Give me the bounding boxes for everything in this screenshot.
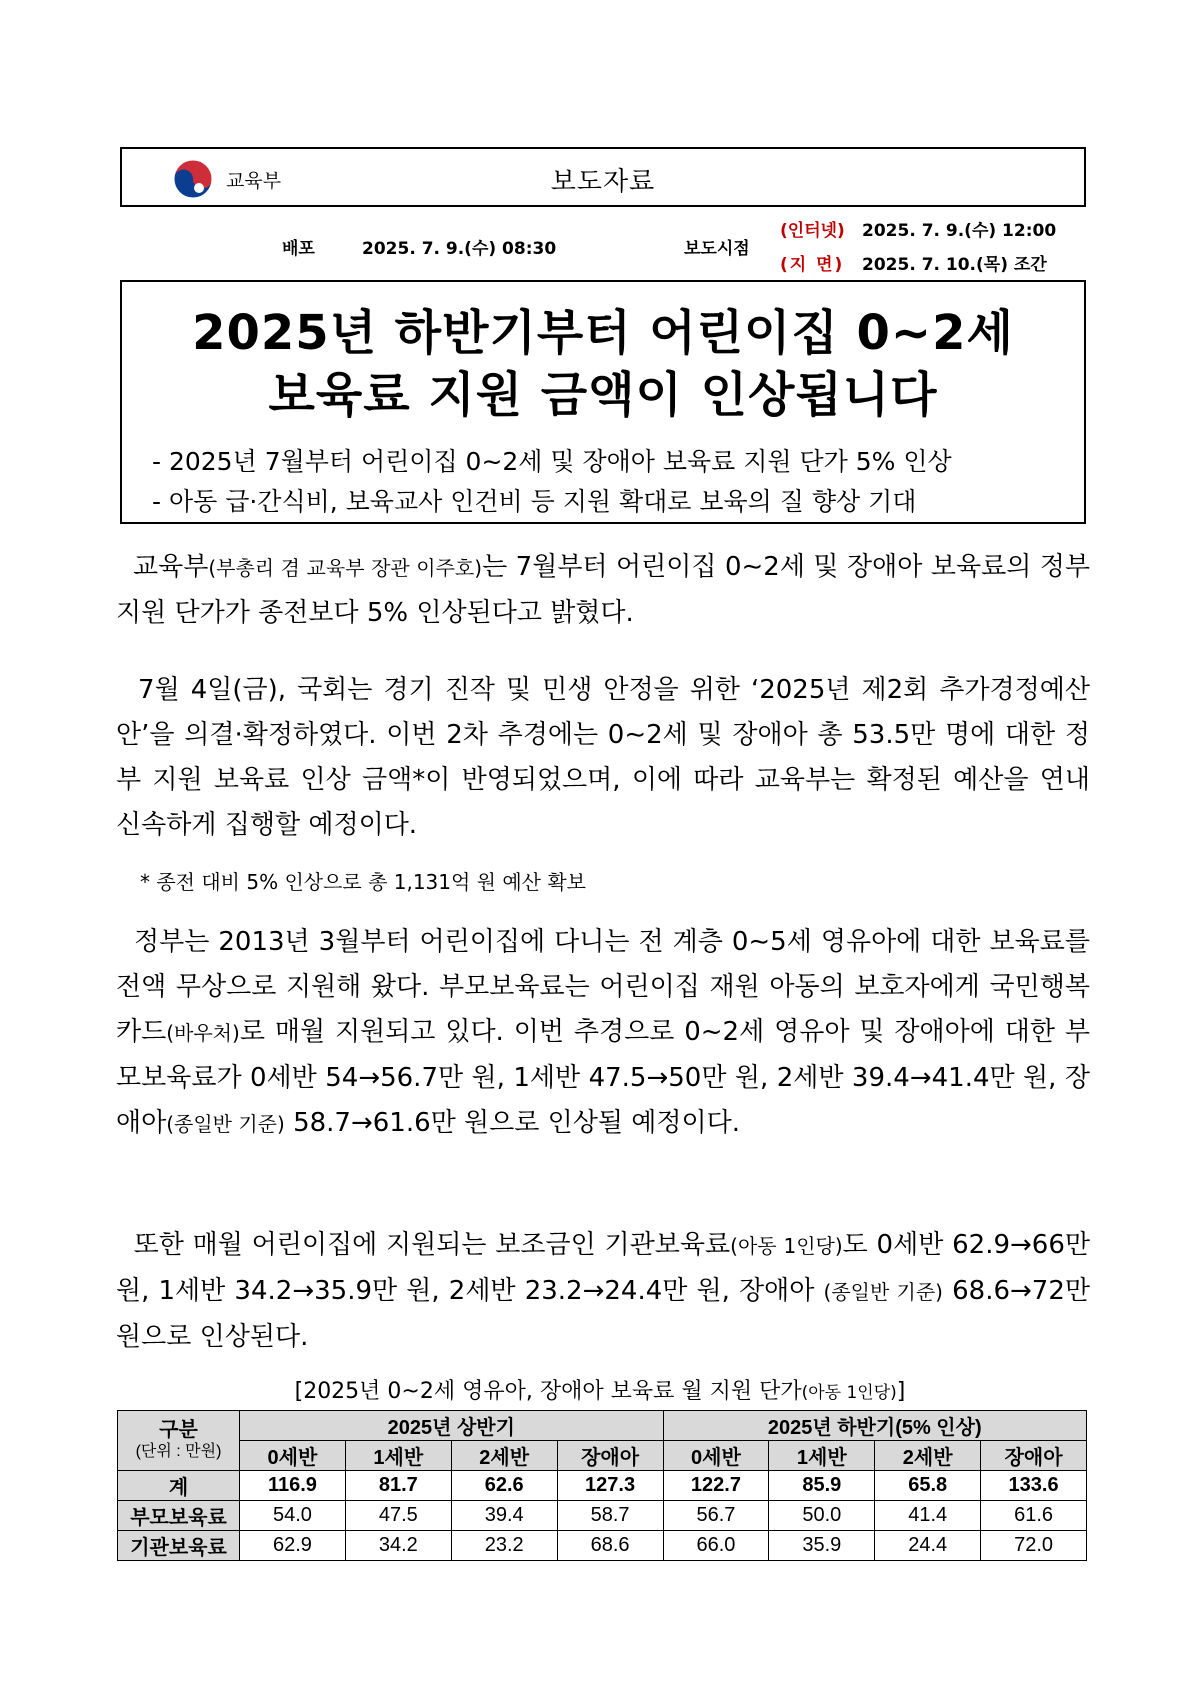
header-box bbox=[120, 147, 1086, 207]
corner-label: 구분 bbox=[159, 1418, 198, 1441]
embargo-label: 보도시점 bbox=[684, 239, 750, 259]
table-cell: 41.4 bbox=[875, 1501, 981, 1531]
row-label: 부모보육료 bbox=[118, 1501, 240, 1531]
group-header-first-half: 2025년 상반기 bbox=[240, 1411, 664, 1441]
p2-text: 7월 4일(금), 국회는 경기 진작 및 민생 안정을 위한 ‘2025년 제2회 추가경정예산안’을 의결·확정하였다. 이번 2차 추경에는 0∼2세 및 장애아 총 53.5만 명에 대한 정부 지원 보육료 인상 금액*이 반영되었으며, 이에 따라 교육부는 확정된 예산을 연내 신속하게 집행할 예정이다. bbox=[116, 675, 1091, 840]
column-header: 장애아 bbox=[557, 1441, 663, 1471]
title-line-1: 2025년 하반기부터 어린이집 0∼2세 bbox=[192, 305, 1014, 361]
subtitle-1: - 2025년 7월부터 어린이집 0∼2세 및 장애아 보육료 지원 단가 5% 인상 bbox=[152, 447, 952, 476]
table-cell: 72.0 bbox=[981, 1531, 1087, 1561]
group-header-second-half: 2025년 하반기(5% 인상) bbox=[663, 1411, 1087, 1441]
table-cell: 47.5 bbox=[345, 1501, 451, 1531]
p4-parenthetical-perchild: (아동 1인당) bbox=[730, 1234, 843, 1258]
table-cell: 81.7 bbox=[345, 1471, 451, 1501]
paper-label: (지 면) bbox=[780, 255, 845, 275]
table-cell: 85.9 bbox=[769, 1471, 875, 1501]
p4-text-a: 또한 매월 어린이집에 지원되는 보조금인 기관보육료 bbox=[133, 1230, 731, 1260]
caption-text: [2025년 0~2세 영유아, 장애아 보육료 월 지원 단가 bbox=[294, 1379, 802, 1404]
table-row-total bbox=[118, 1471, 1087, 1501]
table-cell: 68.6 bbox=[557, 1531, 663, 1561]
ministry-name: 교육부 bbox=[226, 170, 282, 192]
paragraph-2 bbox=[116, 668, 1090, 848]
p3-parenthetical-fullday: (종일반 기준) bbox=[166, 1112, 285, 1136]
p1-subject: 교육부 bbox=[132, 552, 209, 582]
footnote: * 종전 대비 5% 인상으로 총 1,131억 원 예산 확보 bbox=[140, 870, 587, 894]
caption-bracket: ] bbox=[896, 1379, 906, 1404]
table-cell: 122.7 bbox=[663, 1471, 769, 1501]
table-cell: 116.9 bbox=[240, 1471, 346, 1501]
caption-parenthetical: (아동 1인당) bbox=[801, 1383, 897, 1403]
table-cell: 35.9 bbox=[769, 1531, 875, 1561]
p3-text-a: 정부는 2013년 3월부터 어린이집에 다니는 전 계층 0∼5세 영유아에 대한 보육료를 전액 무상으로 지원해 왔다. 부모보육료는 어린이집 재원 아동의 보호자에게 국민행복카드 bbox=[116, 927, 1091, 1047]
table-row-parent-fee bbox=[118, 1501, 1087, 1531]
column-header: 2세반 bbox=[875, 1441, 981, 1471]
internet-time: 2025. 7. 9.(수) 12:00 bbox=[862, 221, 1057, 241]
table-caption bbox=[0, 1374, 1200, 1405]
paragraph-3 bbox=[116, 920, 1090, 1147]
table-corner-header bbox=[118, 1411, 240, 1471]
table-cell: 56.7 bbox=[663, 1501, 769, 1531]
paragraph-4 bbox=[116, 1223, 1090, 1360]
p3-parenthetical-voucher: (바우처) bbox=[166, 1021, 240, 1045]
table-cell: 65.8 bbox=[875, 1471, 981, 1501]
p3-text-c: 58.7→61.6만 원으로 인상될 예정이다. bbox=[284, 1108, 740, 1138]
column-header: 0세반 bbox=[240, 1441, 346, 1471]
corner-unit: (단위 : 만원) bbox=[135, 1442, 222, 1460]
subtitle-2: - 아동 급·간식비, 보육교사 인건비 등 지원 확대로 보육의 질 향상 기대 bbox=[152, 487, 917, 516]
table-cell: 50.0 bbox=[769, 1501, 875, 1531]
title-line-2: 보육료 지원 금액이 인상됩니다 bbox=[268, 367, 938, 423]
p1-text: 는 7월부터 어린이집 0∼2세 및 장애아 보육료의 정부 지원 단가가 종전보다 5% 인상된다고 밝혔다. bbox=[116, 552, 1091, 628]
table-cell: 39.4 bbox=[451, 1501, 557, 1531]
table-cell: 23.2 bbox=[451, 1531, 557, 1561]
table-cell: 58.7 bbox=[557, 1501, 663, 1531]
row-label: 계 bbox=[118, 1471, 240, 1501]
paper-time: 2025. 7. 10.(목) 조간 bbox=[862, 255, 1047, 275]
table-row-institution-fee bbox=[118, 1531, 1087, 1561]
table-cell: 34.2 bbox=[345, 1531, 451, 1561]
title-box bbox=[120, 280, 1086, 524]
p3-text-b: 로 매월 지원되고 있다. 이번 추경으로 0~2세 영유아 및 장애아에 대한 부모보육료가 0세반 54→56.7만 원, 1세반 47.5→50만 원, 2세반 39.4→41.4만 원, 장애아 bbox=[116, 1017, 1090, 1138]
internet-label: (인터넷) bbox=[780, 221, 845, 241]
table-cell: 54.0 bbox=[240, 1501, 346, 1531]
column-header: 2세반 bbox=[451, 1441, 557, 1471]
p4-text-b: 도 0세반 62.9→66만 원, 1세반 34.2→35.9만 원, 2세반 23.2→24.4만 원, 장애아 bbox=[116, 1230, 1090, 1306]
column-header: 1세반 bbox=[345, 1441, 451, 1471]
column-header: 0세반 bbox=[663, 1441, 769, 1471]
table-cell: 61.6 bbox=[981, 1501, 1087, 1531]
paragraph-1 bbox=[116, 545, 1090, 636]
distribution-time: 2025. 7. 9.(수) 08:30 bbox=[362, 239, 557, 259]
p4-parenthetical-fullday: (종일반 기준) bbox=[823, 1280, 943, 1304]
table-cell: 24.4 bbox=[875, 1531, 981, 1561]
table-cell: 62.9 bbox=[240, 1531, 346, 1561]
table-cell: 62.6 bbox=[451, 1471, 557, 1501]
p4-text-c: 68.6→72만 원으로 인상된다. bbox=[116, 1276, 1090, 1352]
document-type: 보도자료 bbox=[550, 167, 656, 197]
table-cell: 133.6 bbox=[981, 1471, 1087, 1501]
distribution-label: 배포 bbox=[282, 239, 315, 259]
table-cell: 66.0 bbox=[663, 1531, 769, 1561]
table-cell: 127.3 bbox=[557, 1471, 663, 1501]
support-rate-table bbox=[117, 1410, 1087, 1561]
column-header: 장애아 bbox=[981, 1441, 1087, 1471]
p1-parenthetical: (부총리 겸 교육부 장관 이주호) bbox=[208, 556, 483, 580]
column-header: 1세반 bbox=[769, 1441, 875, 1471]
row-label: 기관보육료 bbox=[118, 1531, 240, 1561]
